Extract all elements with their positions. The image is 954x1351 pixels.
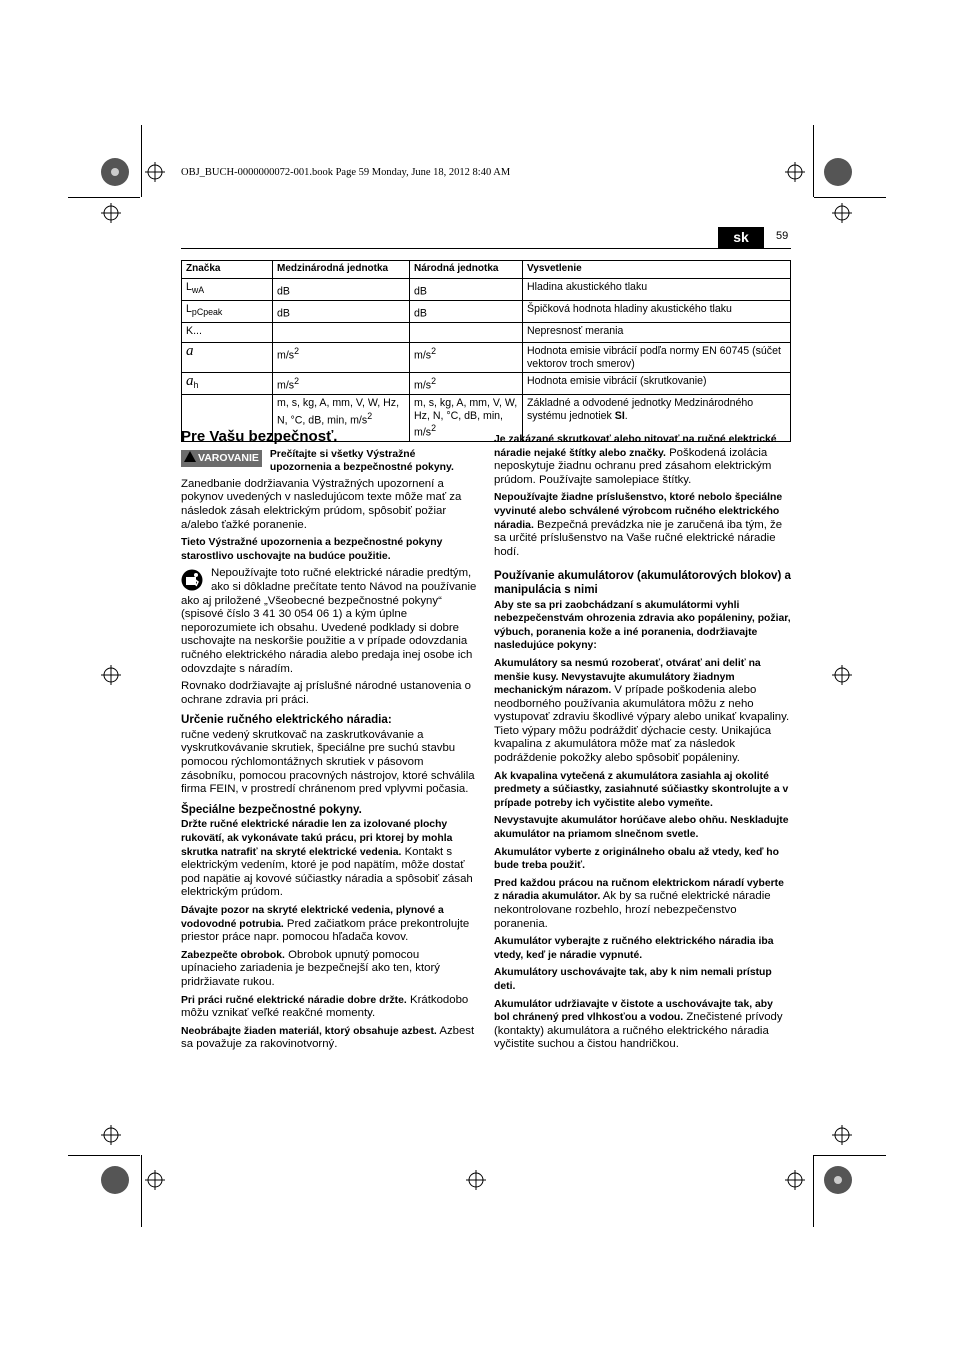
registration-mark-br-circle [818, 1160, 858, 1200]
table-row [182, 300, 791, 322]
safety-instruction: Dávajte pozor na skryté elektrické vedenia, plynové a vodovodné potrubia. Pred začiatkom práce prekontrolujte priestor práce napr. pomocou hľadača kovov. [181, 905, 470, 944]
crosshair-mark [101, 1125, 121, 1145]
registration-mark-bl-circle [95, 1160, 135, 1200]
subheading: Špeciálne bezpečnostné pokyny. [181, 802, 362, 816]
header-rule [181, 248, 791, 249]
warning-text: Prečítajte si všetky Výstražné upozornenia a bezpečnostné pokyny. [269, 448, 454, 474]
symbol-cell: $L_{pCpeak}$ [182, 300, 273, 322]
table-row [182, 343, 791, 373]
intl-unit-cell: dB [273, 278, 410, 300]
crosshair-mark [785, 162, 805, 182]
units-table [181, 260, 791, 445]
battery-instruction: Ak kvapalina vytečená z akumulátora zasiahla aj okolité predmety a súčiastky, zasiahnuté súčiastky skontrolujte a v prípade potreby ich vyčistite alebo vymeňte. [494, 770, 789, 809]
crop-line [141, 1155, 142, 1227]
nat-unit-cell: $m/s^2$ [410, 343, 523, 373]
subheading: Používanie akumulátorov (akumulátorových blokov) a manipulácia s nimi [494, 569, 791, 596]
warning-label: VAROVANIE [181, 450, 262, 467]
left-column [181, 430, 477, 1056]
crosshair-mark [832, 665, 852, 685]
crosshair-mark [145, 162, 165, 182]
crosshair-mark [101, 203, 121, 223]
file-info: OBJ_BUCH-0000000072-001.book Page 59 Monday, June 18, 2012 8:40 AM [181, 167, 511, 178]
column-header: Značka [182, 261, 273, 279]
table-row [182, 322, 791, 343]
crop-line [814, 197, 886, 198]
symbol-cell: a [182, 343, 273, 373]
nat-unit-cell [410, 322, 523, 343]
description-cell: Hladina akustického tlaku [523, 278, 791, 300]
safety-instruction: Zabezpečte obrobok. Obrobok upnutý pomocou upínacieho zariadenia je bezpečnejší ako ten, ktorý pridržiavate rukou. [181, 948, 440, 988]
safety-instruction: Pri práci ručné elektrické náradie dobre držte. Krátkodobo môžu vznikať veľké reakčné momenty. [181, 993, 469, 1020]
column-header: Národná jednotka [410, 261, 523, 279]
nat-unit-cell: m, s, kg, A, mm, V, W, Hz, N, °C, dB, min, $m/s^2$ [410, 395, 523, 442]
paragraph: ručne vedený skrutkovač na zaskrutkovávanie a vyskrutkovávanie skrutiek, špeciálne pre suchú stavbu pomocou rýchlomontážnych skrutiek v pásovom zásobníku, pomocou pracovných nástrojov, ktoré schválila firma FEIN, v prostredí chránenom pred vplyvmi počasia. [181, 728, 475, 796]
table-header-row [182, 261, 791, 279]
intl-unit-cell: dB [273, 300, 410, 322]
paragraph: Zanedbanie dodržiavania Výstražných upozornení a pokynov uvedených v nasledujúcom texte môže mať za následok zásah elektrickým prúdom, spôsobiť požiar a/alebo ťažké poranenie. [181, 477, 462, 531]
safety-instruction: Je zakázané skrutkovať alebo nitovať na ručné elektrické náradie nejaké štítky alebo značky. Poškodená izolácia neposkytuje žiadnu ochranu pred zásahom elektrickým prúdom. Používajte samolepiace štítky. [494, 434, 777, 486]
crosshair-mark [145, 1170, 165, 1190]
battery-instruction: Pred každou prácou na ručnom elektrickom náradí vyberte z náradia akumulátor. Ak by sa ručné elektrické náradie nekontrolovane rozbehlo, hrozí nebezpečenstvo poranenia. [494, 877, 784, 930]
crop-line [68, 1155, 140, 1156]
battery-instruction: Akumulátory uschovávajte tak, aby k nim nemali prístup deti. [494, 967, 772, 992]
symbol-cell: $L_{wA}$ [182, 278, 273, 300]
paragraph: Rovnako dodržiavajte aj príslušné národné ustanovenia o ochrane zdravia pri práci. [181, 680, 472, 706]
subheading: Určenie ručného elektrického náradia: [181, 713, 392, 727]
column-header: Medzinárodná jednotka [273, 261, 410, 279]
intl-unit-cell: m, s, kg, A, mm, V, W, Hz, N, °C, dB, min, $m/s^2$ [273, 395, 410, 442]
section-title: Pre Vašu bezpečnosť. [181, 428, 338, 445]
registration-mark-tl-circle [95, 152, 135, 192]
warning-triangle-icon [184, 451, 196, 462]
description-cell: Špičková hodnota hladiny akustického tlaku [523, 300, 791, 322]
paragraph: Nepoužívajte toto ručné elektrické náradie predtým, ako si dôkladne prečítate tento Návod na používanie ako aj priložené „Všeobecné bezpečnostné pokyny“ (spisové číslo 3 41 30 054 06 1) a kým úplne neporozumiete ich obsahu. Uvedené podklady si dobre uschovajte na neskoršie použitie a v prípade odovzdania ručného elektrického náradia alebo predaja inej osobe ich odovzdajte s náradím. [181, 567, 477, 675]
intl-unit-cell [273, 322, 410, 343]
nat-unit-cell: dB [410, 300, 523, 322]
intl-unit-cell: $m/s^2$ [273, 343, 410, 373]
symbol-cell: $a_h$ [182, 373, 273, 395]
table-row [182, 278, 791, 300]
crosshair-mark [101, 665, 121, 685]
battery-instruction: Akumulátor vyberte z originálneho obalu až vtedy, keď ho bude treba použiť. [494, 846, 779, 872]
table-row [182, 373, 791, 395]
description-cell: Základné a odvodené jednotky Medzinárodného systému jednotiek SI. [523, 395, 791, 442]
crop-line [813, 1155, 814, 1227]
paragraph-bold: Tieto Výstražné upozornenia a bezpečnostné pokyny starostlivo uschovajte na budúce použitie. [181, 537, 443, 562]
column-header: Vysvetlenie [523, 261, 791, 279]
description-cell: Nepresnosť merania [523, 322, 791, 343]
registration-mark-tr-circle [818, 152, 858, 192]
battery-instruction: Aby ste sa pri zaobchádzaní s akumulátormi vyhli nebezpečenstvám ohrozenia zdravia ako popáleniny, požiar, výbuch, poranenia kože a iné poranenia, dodržiavajte nasledujúce pokyny: [494, 599, 791, 652]
nat-unit-cell: dB [410, 278, 523, 300]
crop-line [813, 125, 814, 197]
crosshair-mark [466, 1170, 486, 1190]
battery-instruction: Nevystavujte akumulátor horúčave alebo ohňu. Neskladujte akumulátor na priamom slnečnom svetle. [494, 815, 789, 841]
read-manual-icon [181, 569, 203, 591]
language-badge: sk [718, 227, 764, 248]
right-column [494, 433, 791, 1056]
intl-unit-cell: $m/s^2$ [273, 373, 410, 395]
crosshair-mark [785, 1170, 805, 1190]
description-cell: Hodnota emisie vibrácií podľa normy EN 60745 (súčet vektorov troch smerov) [523, 343, 791, 373]
battery-instruction: Akumulátor udržiavajte v čistote a uschovávajte tak, aby bol chránený pred vlhkosťou a vodou. Znečistené prívody (kontakty) akumulátora a ručného elektrického náradia vyčistite suchou a čistou handričkou. [494, 998, 783, 1051]
safety-instruction: Nepoužívajte žiadne príslušenstvo, ktoré nebolo špeciálne vyvinuté alebo schválené výrobcom ručného elektrického náradia. Bezpečná prevádzka nie je zaručená iba tým, že sa určité príslušenstvo na Vaše ručné elektrické náradie hodí. [494, 492, 783, 558]
battery-instruction: Akumulátory sa nesmú rozoberať, otvárať ani deliť na menšie kusy. Nevystavujte akumulátory žiadnym mechanickým nárazom. V prípade poškodenia alebo neodborného používania akumulátora môžu z neho vystupovať zdraviu škodlivé výpary alebo unikať kvapaliny. Tieto výpary môžu podráždiť dýchacie cesty. Unikajúca kvapalina z akumulátora môže mať za následok podráždenie pokožky alebo spôsobiť popáleniny. [494, 657, 790, 765]
nat-unit-cell: $m/s^2$ [410, 373, 523, 395]
warning-block [181, 448, 477, 475]
crosshair-mark [832, 203, 852, 223]
description-cell: Hodnota emisie vibrácií (skrutkovanie) [523, 373, 791, 395]
symbol-cell: K... [182, 322, 273, 343]
crosshair-mark [832, 1125, 852, 1145]
crop-line [68, 197, 140, 198]
crop-line [814, 1155, 886, 1156]
safety-instruction: Neobrábajte žiaden materiál, ktorý obsahuje azbest. Azbest sa považuje za rakovinotvorný. [181, 1024, 475, 1051]
battery-instruction: Akumulátor vyberajte z ručného elektrického náradia iba vtedy, keď je náradie vypnuté. [494, 936, 774, 961]
crop-line [141, 125, 142, 197]
page-number: 59 [776, 230, 789, 242]
safety-instruction: Držte ručné elektrické náradie len za izolované plochy rukovätí, ak vykonávate takú prácu, pri ktorej by mohla skrutka natrafiť na skryté elektrické vedenia. Kontakt s elektrickým vedením, ktoré je pod napätím, môže dostať pod napätie aj kovové súčiastky náradia a spôsobiť zásah elektrickým prúdom. [181, 819, 473, 899]
